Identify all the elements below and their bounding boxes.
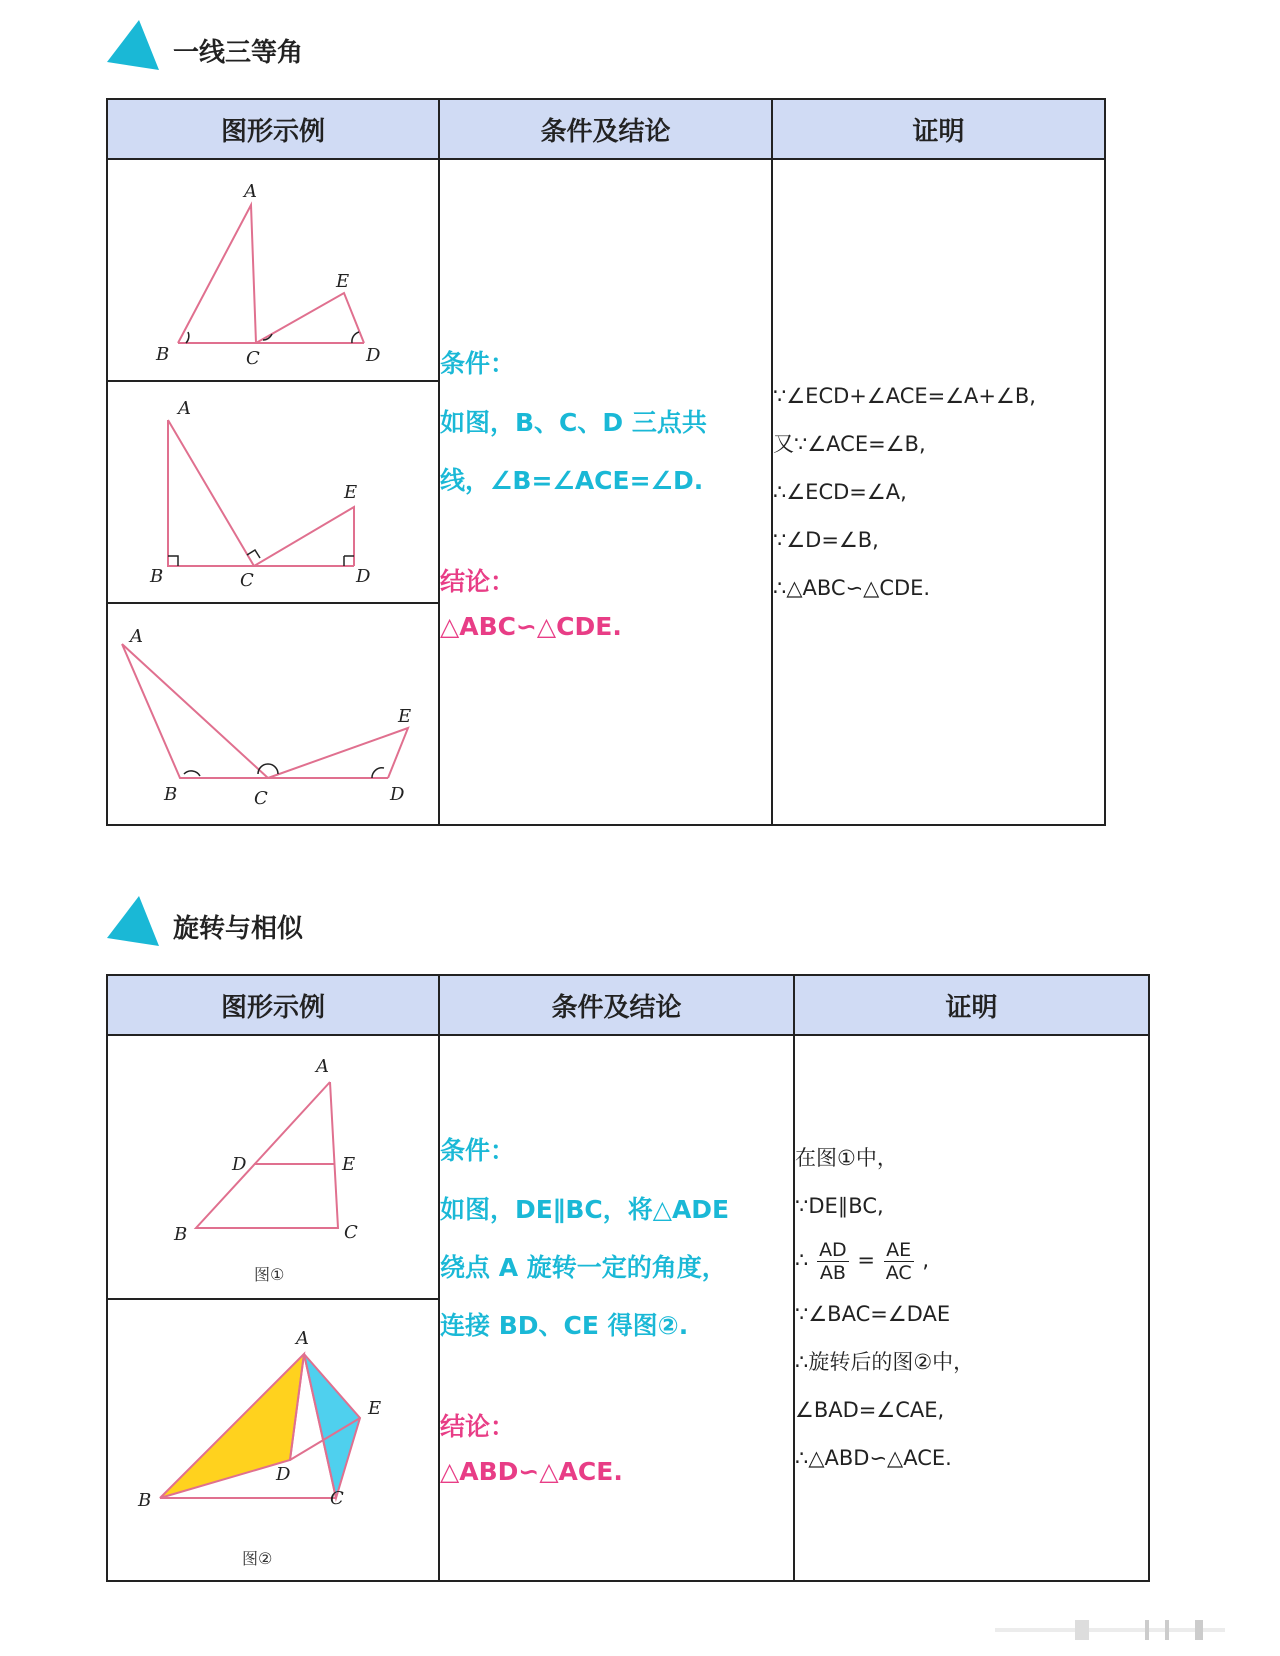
s2-header-proof: 证明 xyxy=(794,975,1149,1035)
s1-condition-head: 条件： xyxy=(440,348,516,378)
s2f1-label-a: A xyxy=(316,1056,329,1077)
s1-conclusion: △ABC∽△CDE. xyxy=(440,611,622,641)
s2-header-condition: 条件及结论 xyxy=(439,975,794,1035)
s2-proof-line-2: ∵DE∥BC, xyxy=(795,1194,884,1218)
section2-table xyxy=(106,974,1150,1582)
watermark-decoration xyxy=(995,1618,1225,1642)
s2-proof-therefore: ∴ xyxy=(795,1248,809,1272)
s2-proof-fraction-ae-ac xyxy=(884,1239,914,1284)
s2-figure-2 xyxy=(108,1300,438,1580)
s1-figure-2 xyxy=(108,382,438,602)
s2-frac2-den: AC xyxy=(885,1261,912,1284)
s1f1-label-c: C xyxy=(246,348,260,369)
s2-proof-fraction-ad-ab xyxy=(817,1239,849,1284)
section-triangle-icon xyxy=(105,18,165,74)
s1-figure-cell-3 xyxy=(107,603,439,825)
s2f2-label-d: D xyxy=(276,1464,291,1485)
s1f1-label-a: A xyxy=(244,181,257,202)
s2f2-label-c: C xyxy=(330,1488,344,1509)
section1-title: 一线三等角 xyxy=(173,38,304,68)
s1-figure-cell-2 xyxy=(107,381,439,603)
s2f1-label-d: D xyxy=(232,1154,247,1175)
s1f2-label-b: B xyxy=(150,566,164,587)
s1f3-label-a: A xyxy=(130,626,143,647)
s1-figure-1 xyxy=(108,160,438,380)
s1f1-label-d: D xyxy=(366,345,381,366)
s1-condition-line-2: 线，∠B=∠ACE=∠D. xyxy=(440,465,704,495)
s2-condition-line-2: 绕点 A 旋转一定的角度， xyxy=(440,1252,727,1282)
s1f1-label-b: B xyxy=(156,344,170,365)
s2f2-label-b: B xyxy=(138,1490,152,1511)
s1-condition-cell xyxy=(439,159,772,825)
s1-figure-cell-1 xyxy=(107,159,439,381)
s1f2-label-d: D xyxy=(356,566,371,587)
s1-condition-line-1: 如图，B、C、D 三点共 xyxy=(440,407,707,437)
section1-title-block xyxy=(105,18,505,78)
s1-header-condition: 条件及结论 xyxy=(439,99,772,159)
s1-figure-3 xyxy=(108,604,438,824)
section2-title: 旋转与相似 xyxy=(173,914,304,944)
section-triangle-icon xyxy=(105,894,165,950)
s2-condition-line-1: 如图，DE∥BC，将△ADE xyxy=(440,1194,730,1224)
s2f1-label-b: B xyxy=(174,1224,188,1245)
s2-condition-line-3: 连接 BD、CE 得图②. xyxy=(440,1310,689,1340)
s1-proof-line-3: ∴∠ECD=∠A, xyxy=(773,480,907,504)
s1f2-label-a: A xyxy=(178,398,191,419)
s1-conclusion-head: 结论： xyxy=(440,566,516,596)
s2-proof-line-7: ∴△ABD∽△ACE. xyxy=(795,1446,952,1470)
s2-frac1-num: AD xyxy=(819,1238,847,1261)
s2-condition-cell xyxy=(439,1035,794,1581)
s1-proof-line-1: ∵∠ECD+∠ACE=∠A+∠B, xyxy=(773,384,1036,408)
s2-condition-head: 条件： xyxy=(440,1135,516,1165)
s1f1-label-e: E xyxy=(336,271,350,292)
s2-fig1-caption: 图① xyxy=(254,1265,285,1284)
s2-figure-cell-2 xyxy=(107,1299,439,1581)
s2-proof-equals: = xyxy=(857,1248,875,1272)
s2-conclusion: △ABD∽△ACE. xyxy=(440,1456,623,1486)
s2-fig2-caption: 图② xyxy=(242,1549,273,1568)
section2-title-block xyxy=(105,894,505,954)
s1-proof-cell xyxy=(772,159,1105,825)
s2-figure-1 xyxy=(108,1036,438,1298)
s2-proof-line-4: ∵∠BAC=∠DAE xyxy=(795,1302,951,1326)
s1f3-label-c: C xyxy=(254,788,268,809)
s1f3-label-d: D xyxy=(390,784,405,805)
s2-frac2-num: AE xyxy=(884,1239,914,1262)
s1f3-label-e: E xyxy=(398,706,412,727)
s2-proof-comma: , xyxy=(922,1248,929,1272)
s2-proof-line-3 xyxy=(795,1230,1148,1290)
s1-header-proof: 证明 xyxy=(772,99,1105,159)
s2f2-label-a: A xyxy=(296,1328,309,1349)
s1-header-figure: 图形示例 xyxy=(107,99,439,159)
s2-figure-cell-1 xyxy=(107,1035,439,1299)
s2f1-label-e: E xyxy=(342,1154,356,1175)
s2f2-label-e: E xyxy=(368,1398,382,1419)
s1f2-label-e: E xyxy=(344,482,358,503)
s2-conclusion-head: 结论： xyxy=(440,1411,516,1441)
s1-proof-line-2: 又∵∠ACE=∠B, xyxy=(773,432,926,456)
s1f3-label-b: B xyxy=(164,784,178,805)
s2-proof-line-5: ∴旋转后的图②中， xyxy=(795,1350,975,1374)
s1f2-label-c: C xyxy=(240,570,254,591)
s2-header-figure: 图形示例 xyxy=(107,975,439,1035)
s2-proof-cell xyxy=(794,1035,1149,1581)
s2-frac1-den: AB xyxy=(819,1261,846,1284)
section1-table xyxy=(106,98,1106,826)
s1-proof-line-5: ∴△ABC∽△CDE. xyxy=(773,576,931,600)
s2-proof-line-6: ∠BAD=∠CAE, xyxy=(795,1398,945,1422)
s1-proof-line-4: ∵∠D=∠B, xyxy=(773,528,879,552)
s2-proof-line-1: 在图①中， xyxy=(795,1146,898,1170)
s2f1-label-c: C xyxy=(344,1222,358,1243)
